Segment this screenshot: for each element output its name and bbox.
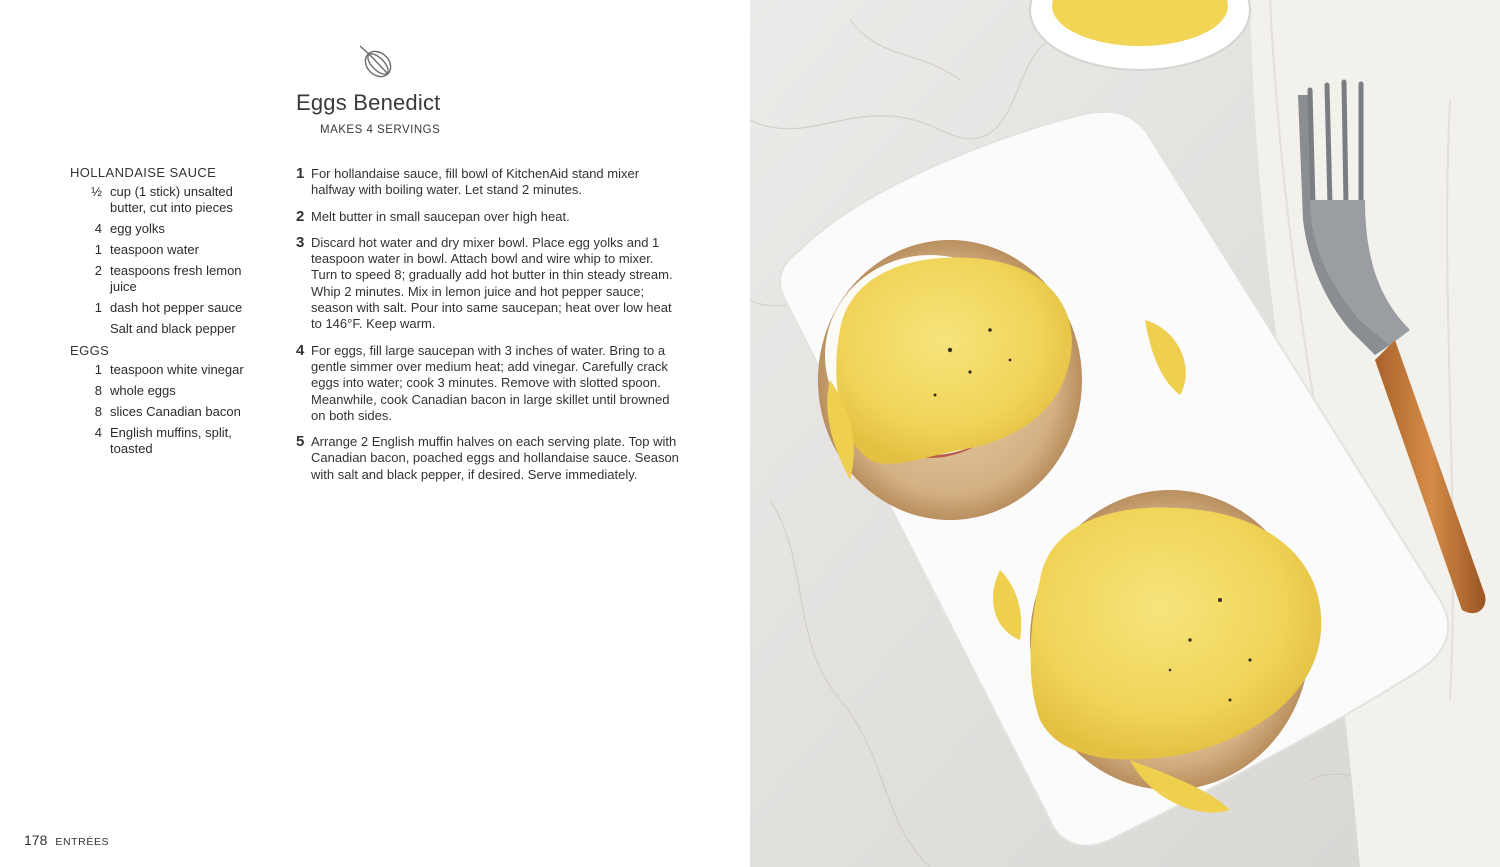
section-name: ENTRÉES [55,836,110,848]
ingredient-desc: dash hot pepper sauce [110,300,243,315]
ingredient-qty: ½ [91,184,102,199]
ingredient-row [70,300,270,316]
recipe-title: Eggs Benedict [296,90,441,115]
photo-page [750,0,1500,867]
eggs-heading: EGGS [70,343,110,358]
step-text: Arrange 2 English muffin halves on each serving plate. Top with Canadian bacon, poached eggs and hollandaise sauce. Season with salt and black pepper, if desired. Serve immediately. [311,434,679,482]
ingredient-row [70,425,270,457]
hollandaise-heading: HOLLANDAISE SAUCE [70,165,217,180]
ingredient-qty [70,321,110,337]
ingredient-row [70,383,270,399]
ingredient-desc: slices Canadian bacon [110,404,241,419]
ingredient-row [70,321,270,337]
instruction-step [296,209,680,225]
step-number: 1 [296,165,305,182]
ingredient-qty: 1 [94,300,102,315]
ingredient-desc: teaspoon water [110,242,199,257]
instructions-list [296,166,680,493]
page-number: 178 [24,832,48,848]
ingredient-qty: 8 [94,383,102,398]
eggs-benedict-photo [750,0,1500,867]
whisk-icon [356,42,396,82]
step-text: Melt butter in small saucepan over high heat. [311,208,570,224]
step-text: Discard hot water and dry mixer bowl. Place egg yolks and 1 teaspoon water in bowl. Attach bowl and wire whip to mixer. Turn to speed 8; gradually add hot butter in thin steady stream. Whip 2 minutes. Mix in lemon juice and hot pepper sauce; season with salt. Pour into same saucepan; heat over low heat to 146°F. Keep warm. [311,234,673,332]
ingredient-row [70,362,270,378]
ingredient-row [70,404,270,420]
step-text: For hollandaise sauce, fill bowl of KitchenAid stand mixer halfway with boiling water. Let stand 2 minutes. [311,166,640,198]
ingredient-desc: teaspoons fresh lemon juice [110,263,242,294]
ingredient-row [70,242,270,258]
ingredient-desc: English muffins, split, toasted [110,425,232,456]
ingredient-row [70,221,270,237]
ingredient-qty: 8 [94,404,102,419]
page-footer [24,832,109,848]
step-number: 5 [296,433,305,451]
ingredient-qty: 2 [94,263,102,278]
ingredient-desc: Salt and black pepper [110,321,236,336]
step-number: 4 [296,341,305,359]
instruction-step [296,166,680,199]
ingredient-row [70,184,270,216]
ingredient-qty: 1 [94,362,102,377]
step-number: 3 [296,233,305,251]
instruction-step [296,235,680,333]
instruction-step [296,434,680,483]
ingredients-list [70,165,270,462]
step-text: For eggs, fill large saucepan with 3 inches of water. Bring to a gentle simmer over medium heat; add vinegar. Carefully crack eggs into water; cook 3 minutes. Remove with slotted spoon. Meanwhile, cook Canadian bacon in large skillet until browned on both sides. [311,342,670,423]
ingredient-qty: 4 [94,425,102,440]
step-number: 2 [296,207,305,225]
ingredient-qty: 4 [94,221,102,236]
servings-label: MAKES 4 SERVINGS [320,124,441,136]
ingredient-row [70,263,270,295]
instruction-step [296,343,680,424]
ingredient-desc: whole eggs [110,383,176,398]
ingredient-qty: 1 [94,242,102,257]
ingredient-desc: teaspoon white vinegar [110,362,244,377]
ingredient-desc: egg yolks [110,221,165,236]
ingredient-desc: cup (1 stick) unsalted butter, cut into pieces [110,184,233,215]
